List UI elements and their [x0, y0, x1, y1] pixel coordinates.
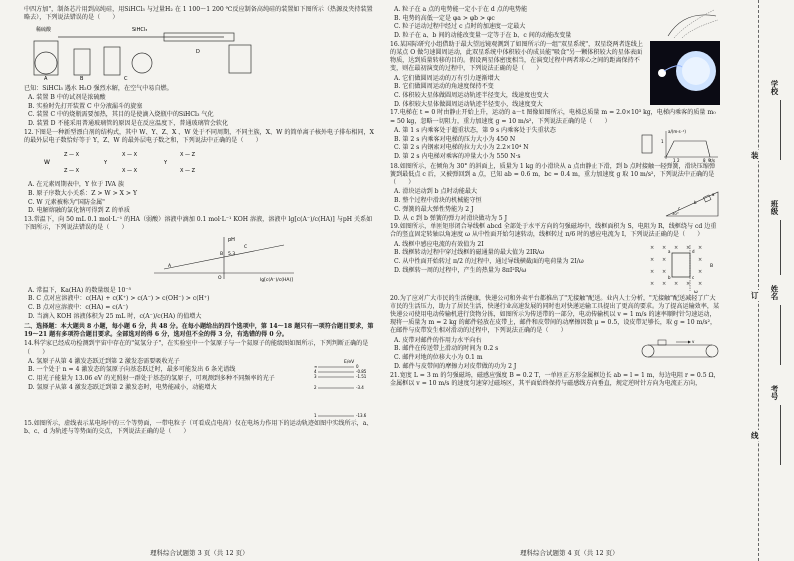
svg-text:d: d: [692, 248, 695, 254]
q13-option: C. B 点对应溶液中：c(HA) = c(A⁻): [28, 304, 129, 312]
binding-margin: [736, 0, 794, 561]
svg-text:×: ×: [650, 280, 655, 287]
exam-number-blank[interactable]: [780, 405, 781, 465]
svg-text:×: ×: [698, 256, 703, 263]
q18-option: A. 滑块运动到 b 点时动能最大: [394, 188, 478, 196]
svg-text:×: ×: [686, 280, 691, 287]
fig-label-d: D: [196, 49, 200, 56]
name-label: 姓名: [770, 285, 779, 300]
q11-option: D. 装置 D 不能采用普通玻璃管的原因是在反应温度下，普通玻璃管会软化: [28, 119, 229, 127]
q15-stem: 15.如图所示，虚线表示某电场中的三个等势面，一带电粒子（可看成点电荷）仅在电场力作用下的运动轨迹如图中实线所示，a、b、c、d 为轨迹与等势面的交点，下列说法正确的是（ ）: [24, 419, 373, 435]
svg-text:X — Z: X — Z: [180, 168, 196, 175]
q12-option: B. 原子序数大小关系：Z > W > X > Y: [28, 189, 137, 197]
q21-stem: 21.宽度 L = 3 m 的匀强磁场，磁感应强度 B = 0.2 T，一单匝正方形金属框边长 ab = l = 1 m，每边电阻 r = 0.5 Ω，金属框以 v = 10 m/s 的速度匀速穿过磁场区，其平面始终保持与磁感线方向垂直，规定逆时针方向为电流正方向，: [390, 371, 720, 387]
q13-option: B. C 点对应溶液中：c(HA) + c(K⁺) > c(A⁻) > c(OH⁻) > c(H⁺): [28, 295, 210, 303]
svg-text:∞: ∞: [314, 363, 318, 369]
svg-text:-0.85: -0.85: [356, 368, 367, 374]
svg-text:×: ×: [650, 268, 655, 275]
svg-text:×: ×: [662, 280, 667, 287]
svg-text:×: ×: [650, 244, 655, 251]
svg-text:Y: Y: [104, 160, 108, 167]
q11-stem: 中四方加"，制备芯片用到高纯硅，用SiHCl₃ 与过量H₂ 在 1 100～1 200 ℃反应制备高纯硅的装置如下图所示（热源及夹持装置略去），下列说法错误的是（ ）: [24, 6, 373, 22]
q17-stem: 17.电梯在 t = 0 时由静止开始上升，运动的 a－t 图像如图所示，电梯总质量 m = 2.0×10³ kg，电梯内乘客的质量 m₀ = 50 kg，忽略一切阻力，重力加速度 g = 10 m/s²，下列说法正确的是（ ）: [390, 109, 716, 125]
svg-text:×: ×: [662, 244, 667, 251]
svg-text:Z — X: Z — X: [64, 168, 80, 175]
fig-label-b: B: [80, 76, 84, 82]
magnetic-field-figure: [648, 241, 720, 295]
svg-text:-13.6: -13.6: [356, 412, 367, 418]
footer-page-4: 理科综合试题第 4 页（共 12 页）: [520, 549, 619, 557]
q14-option: D. 氢原子从第 4 激发态跃迁到第 2 激发态时，电势能减小，动能增大: [28, 383, 217, 391]
apparatus-figure: [24, 23, 264, 81]
right-column: [390, 6, 720, 389]
at-xtick: 8: [703, 157, 706, 163]
ph-origin: O: [218, 276, 222, 282]
q17-option: C. 第 2 s 内钢索对电梯的拉力大小为 2.2×10⁴ N: [394, 144, 529, 152]
name-blank[interactable]: [780, 305, 781, 365]
svg-text:1: 1: [314, 412, 317, 418]
school-label: 学校: [770, 80, 779, 95]
school-blank[interactable]: [780, 100, 781, 160]
ph-ytick: 5.3: [228, 252, 236, 258]
svg-text:×: ×: [698, 268, 703, 275]
svg-text:×: ×: [698, 280, 703, 287]
ph-xlabel: lg[c(A⁻)/c(HA)]: [260, 278, 294, 284]
svg-text:-1.51: -1.51: [356, 373, 367, 379]
q12-stem: 12.下图是一种新型漂白剂的结构式，其中 W、Y、Z、X 、W 处于不同周期，不同主族，X、W 的简单离子核外电子排布相同，X的最外层电子数恰好等于 Y，Z、W 的最外层电子数之和，下列说法中正确的是（ ）: [24, 128, 375, 144]
svg-text:Y: Y: [164, 160, 168, 167]
binding-sep-xian: 线: [751, 431, 759, 440]
svg-text:B: B: [710, 263, 714, 269]
q20-option: A. 皮带对邮件的作用力水平向右: [394, 336, 482, 344]
q16-option: B. 它们做圆周运动的角速度保持不变: [394, 83, 494, 91]
at-xlabel: t/s: [710, 157, 715, 163]
at-ytick: 1: [661, 138, 664, 144]
svg-text:a: a: [712, 192, 715, 198]
q12-option: A. 在元素周期表中，Y 位于 IVA 族: [28, 181, 124, 189]
svg-text:3: 3: [314, 373, 317, 379]
binding-dashed-line: [758, 0, 759, 561]
q15-option: C. 粒子运动过程中经过 c 点时的加速度一定最大: [394, 23, 526, 31]
left-column: [24, 6, 376, 437]
q18-option: C. 弹簧的最大弹性势能为 2 J: [394, 205, 474, 213]
q13-option: A. 常温下，Ka(HA) 的数量级是 10⁻⁵: [28, 286, 132, 294]
binary-star-image: [650, 41, 720, 105]
equipotential-figure: [664, 6, 720, 40]
svg-text:X — Z: X — Z: [180, 152, 196, 159]
svg-text:×: ×: [662, 256, 667, 263]
q18-option: B. 整个过程中滑块的机械能守恒: [394, 197, 482, 205]
q12-option: C. W 元素被称为"国防金属": [28, 198, 105, 206]
binding-sep-ding: 订: [751, 291, 759, 300]
q13-option: D. 当滴入 KOH 溶液体积为 25 mL 时，c(A⁻)/c(HA) 的值增大: [28, 312, 202, 320]
energy-level-diagram: [314, 358, 376, 420]
class-label: 班级: [770, 200, 779, 215]
svg-text:-3.4: -3.4: [356, 384, 364, 390]
q14-option: C. 用光子能量为 13.06 eV 的光照射一群处于基态的氢原子，可观测到多种不同频率的光子: [28, 375, 275, 383]
q14-option: A. 氢原子从第 4 激发态跃迁到第 2 激发态需要吸收光子: [28, 357, 180, 365]
svg-text:b: b: [694, 200, 697, 206]
q20-option: D. 邮件与皮带间的摩擦力对皮带做的功为 2 J: [394, 362, 517, 370]
q20-stem: 20.为了应对广大市民的生活健康，快递公司和外卖平台都推出了"无接触"配送。业内人士分析，"无接触"配送减轻了广大市民的生活压力，助力了居民生活，快递行业高速发展的同时也对快递运输工具提出了更高的要求。为了提高运输效率，某快递公司使用电动传输机进行货物分拣，如图所示为传送带的一部分，电动传输机以 v = 1 m/s 的速率顺时针匀速运动，现将一质量为 m = 2 kg 的邮件轻放在皮带上，邮件和皮带间的动摩擦因数 μ = 0.5，设皮带足够长，取 g = 10 m/s²，在邮件与皮带发生相对滑动的过程中，下列说法正确的是（ ）: [390, 294, 720, 335]
svg-text:Z — X: Z — X: [64, 152, 80, 159]
q12-option: D. 电解熔融的氯化钠可得到 Z 的单质: [28, 207, 130, 215]
at-xtick: 9: [708, 157, 711, 163]
q18-stem: 18.如图所示，在倾角为 30° 的斜面上，质量为 1 kg 的小滑块从 a 点由静止下滑，到 b 点时接触一轻弹簧，滑块压缩弹簧到最低点 c 后，又被弹回到 a 点，已知 ab = 0.6 m，bc = 0.4 m，重力加速度 g 取 10 m/s²，下列说法中正确的是（ ）: [390, 162, 716, 187]
fig-note: 已知：SiHCl₃ 遇水 H₂O 强烈水解，在空气中易自燃。: [24, 84, 173, 92]
svg-text:2: 2: [314, 384, 317, 390]
svg-text:4: 4: [314, 368, 317, 374]
q11-option: A. 装置 B 中的试剂是浓硫酸: [28, 93, 106, 101]
q16-option: C. 体积较大星体做圆周运动轨迹半径变大，线速度也变大: [394, 92, 549, 100]
svg-text:ω: ω: [694, 289, 698, 295]
q15-option: B. 电势的高低一定是 φa > φb > φc: [394, 14, 495, 22]
fig-label-acid: 稀硫酸: [36, 27, 52, 34]
svg-text:30°: 30°: [672, 211, 679, 217]
elevator-at-graph: [640, 127, 720, 163]
svg-text:c: c: [678, 206, 681, 212]
q20-option: C. 邮件对地的位移大小为 0.1 m: [394, 354, 483, 362]
q11-option: B. 实验时先打开装置 C 中分液漏斗的旋塞: [28, 102, 143, 110]
conveyor-figure: [640, 337, 720, 359]
svg-text:a: a: [668, 248, 671, 254]
q19-option: B. 线框转动过程中穿过线框的磁通量的最大值为 2IR/ω: [394, 249, 545, 257]
class-blank[interactable]: [780, 220, 781, 275]
svg-text:×: ×: [674, 280, 679, 287]
at-xtick: 2: [677, 157, 680, 163]
q15-option: A. 粒子在 a 点的电势能一定小于在 d 点的电势能: [394, 6, 528, 13]
svg-text:W: W: [44, 159, 50, 167]
q16-stem: 16.某国际研究小组借助于最大望远镜观测到了如图所示的一组"双星系统"，双星绕两者连线上的某点 O 做匀速圆周运动，此双星系统中体积较小的成员能"吸食"另一颗体积较大的星体表面物质，达到质量转移的目的。假设两星体密度相当，在演变过程中两者球心之间的距离保持不变，则在最初演变的过程中，下列说法正确的是（ ）: [390, 40, 643, 73]
ph-point-b: B: [220, 252, 224, 258]
footer-page-3: 理科综合试题第 3 页（共 12 页）: [150, 549, 249, 557]
svg-text:b: b: [668, 274, 671, 280]
section-2-heading: 二、选择题：本大题共 8 小题，每小题 6 分，共 48 分。在每小题给出的四个选项中，第 14～18 题只有一项符合题目要求，第 19～21 题有多项符合题目要求。全部选对的得 6 分，选对但不全的得 3 分，有选错的得 0 分。: [24, 322, 374, 339]
svg-text:0: 0: [356, 363, 359, 369]
q20-option: B. 邮件在传送带上滑动的时间为 0.2 s: [394, 345, 499, 353]
fig-label-c: C: [124, 76, 128, 82]
fig-label-sihcl3: SiHCl₃: [132, 27, 148, 34]
q14-option: B. 一个处于 n = 4 激发态的氢原子向基态跃迁时，最多可能发出 6 条光谱线: [28, 366, 236, 374]
svg-text:c: c: [692, 274, 695, 280]
q13-stem: 13.常温下，向 50 mL 0.1 mol·L⁻¹ 的HA（弱酸）溶液中滴加 0.1 mol·L⁻¹ KOH 溶液，溶液中 lg[c(A⁻)/c(HA)] 与pH 关系如下图所示，下列说法错误的是（ ）: [24, 216, 373, 232]
ph-point-a: A: [168, 264, 172, 270]
svg-text:×: ×: [698, 244, 703, 251]
ph-ylabel: pH: [228, 237, 235, 244]
q19-option: D. 线框转一周的过程中，产生的热量为 8πI²R/ω: [394, 266, 527, 274]
ph-graph: [144, 233, 304, 283]
structure-formula: [24, 146, 224, 178]
q19-stem: 19.如图所示，单匝矩形闭合导线框 abcd 全部处于水平方向的匀强磁场中，线框面积为 S，电阻为 R，线框绕与 cd 边重合的竖直固定转轴以角速度 ω 从中性面开始匀速转动，线框转过 π/6 时的感应电流为 I，下列说法正确的是（ ）: [390, 223, 717, 239]
binding-sep-zhuang: 装: [751, 151, 759, 160]
q19-option: C. 从中性面开始转过 π/2 的过程中，通过导线横截面的电荷量为 2I/ω: [394, 258, 584, 266]
svg-text:×: ×: [662, 268, 667, 275]
ph-point-c: C: [244, 245, 248, 251]
q17-option: A. 第 1 s 内乘客处于超重状态，第 9 s 内乘客处于失重状态: [394, 126, 556, 134]
svg-text:×: ×: [686, 244, 691, 251]
q14-stem: 14.科学家已经成功检测到宇宙中存在的"氦氢分子"，在实验室中一个氢原子与一个氦原子的能级图如图所示，下列判断正确的是（ ）: [24, 340, 369, 356]
exam-number-label: 考号: [770, 385, 779, 400]
q15-option: D. 粒子在 a、b 间的动能改变量一定等于在 b、c 间的动能改变量: [394, 32, 572, 40]
svg-text:×: ×: [650, 256, 655, 263]
svg-text:X — X: X — X: [122, 168, 138, 175]
q16-option: A. 它们做圆周运动的万有引力逐渐增大: [394, 74, 500, 82]
incline-figure: [664, 188, 720, 218]
q11-option: C. 装置 C 中的烧瓶需要加热，其目的是使滴入烧瓶中的SiHCl₃ 气化: [28, 111, 214, 119]
q17-option: B. 第 2 s 内乘客对电梯的压力大小为 450 N: [394, 135, 516, 143]
svg-text:E/eV: E/eV: [344, 359, 355, 365]
q16-option: D. 体积较大星体做圆周运动轨迹半径变小，线速度变大: [394, 100, 543, 108]
svg-text:×: ×: [674, 244, 679, 251]
q19-option: A. 线框中感应电流的有效值为 2I: [394, 240, 484, 248]
at-xtick: 1: [673, 157, 676, 163]
fig-label-a: A: [44, 76, 48, 82]
q17-option: D. 第 2 s 内电梯对乘客的冲量大小为 550 N·s: [394, 152, 521, 160]
q18-option: D. 从 c 到 b 弹簧的弹力对滑块做功为 5 J: [394, 214, 508, 222]
at-ylabel: a/(m·s⁻²): [668, 128, 686, 134]
svg-text:v: v: [692, 338, 695, 344]
svg-text:X — X: X — X: [122, 152, 138, 159]
